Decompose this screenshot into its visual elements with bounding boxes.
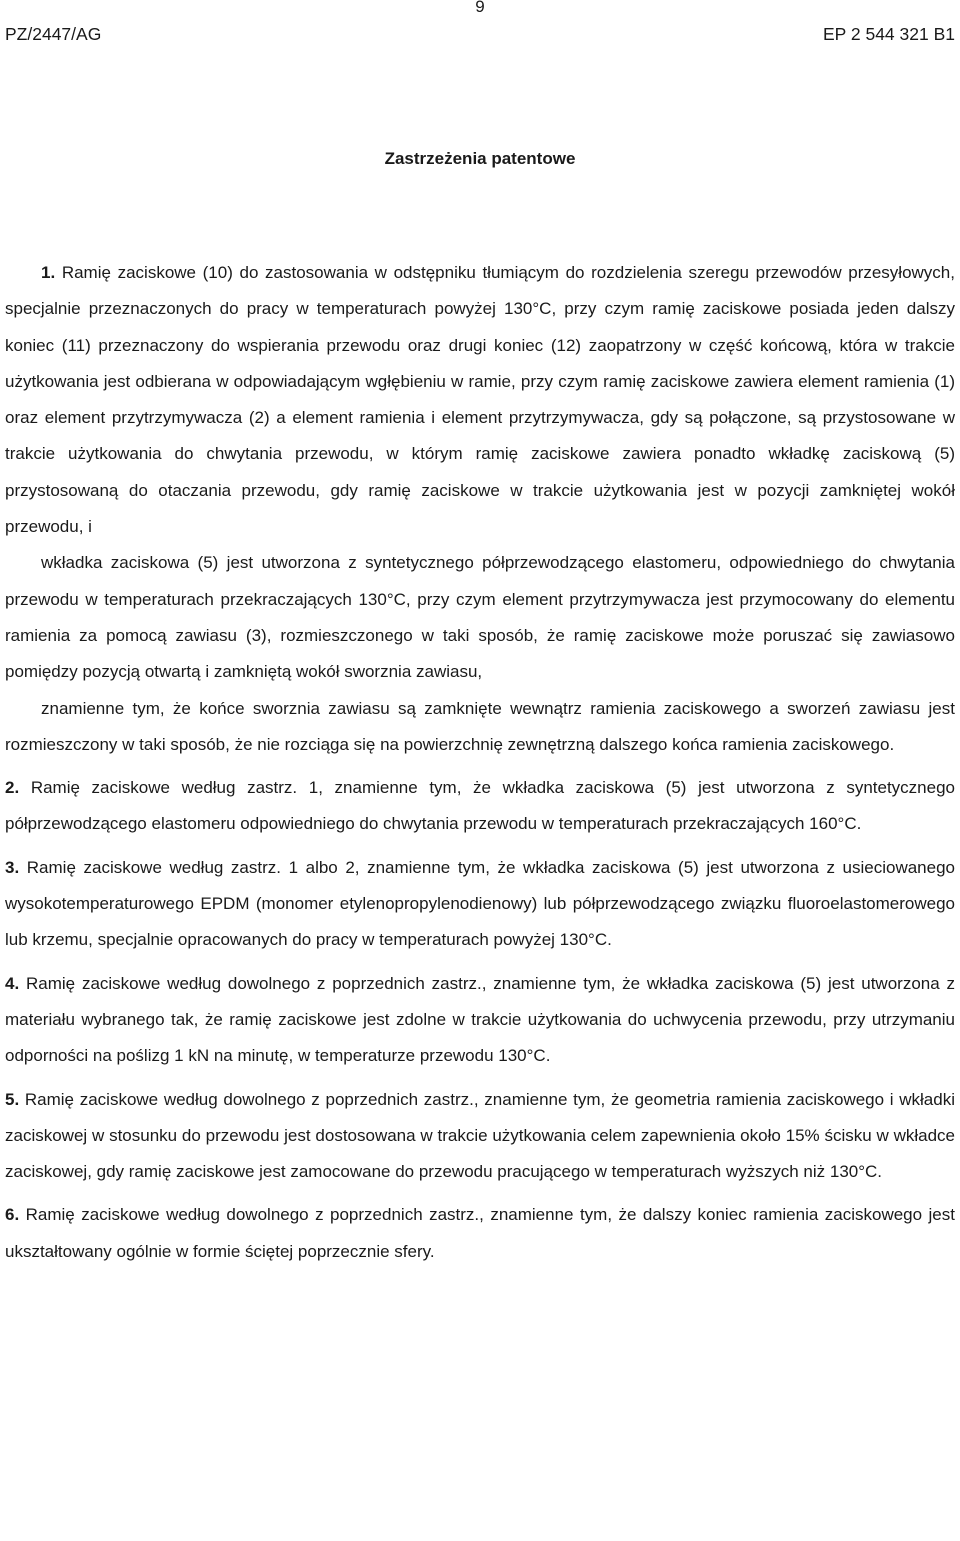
page-title: Zastrzeżenia patentowe (384, 149, 576, 168)
claim-number: 5. (5, 1089, 20, 1109)
claim-2 (5, 770, 955, 843)
claim-paragraph (5, 966, 955, 1075)
claims-list (5, 255, 955, 1277)
claim-number: 2. (5, 778, 20, 798)
claim-paragraph (5, 255, 955, 545)
claim-paragraph (5, 1082, 955, 1191)
claim-text: wkładka zaciskowa (5) jest utworzona z syntetycznego półprzewodzącego elastomeru, odpowiedniego do chwytania przewodu w temperaturach przekraczających 130°C, przy czym element przytrzymywacza jest przymocowany do elementu ramienia za pomocą zawiasu (3), rozmieszczonego w taki sposób, że ramię zaciskowe może poruszać się zawiasowo pomiędzy pozycją otwartą i zamkniętą wokół sworznia zawiasu, (5, 553, 955, 682)
claim-number: 1. (41, 263, 56, 282)
claim-paragraph (5, 850, 955, 959)
claim-number: 6. (5, 1205, 20, 1225)
claim-6 (5, 1197, 955, 1270)
claim-text: Ramię zaciskowe według dowolnego z poprzednich zastrz., znamienne tym, że geometria ramienia zaciskowego i wkładki zaciskowej w stosunku do przewodu jest dostosowana w trakcie użytkowania celem zapewnienia około 15% ścisku w wkładce zaciskowej, gdy ramię zaciskowe jest zamocowane do przewodu pracującego w temperaturach wyższych niż 130°C. (5, 1089, 955, 1182)
claim-number: 3. (5, 857, 20, 877)
claim-1 (5, 255, 955, 763)
claim-paragraph (5, 545, 955, 690)
claim-paragraph (5, 770, 955, 843)
claim-3 (5, 850, 955, 959)
claim-text: znamienne tym, że końce sworznia zawiasu są zamknięte wewnątrz ramienia zaciskowego a sworzeń zawiasu jest rozmieszczony w taki sposób, że nie rozciąga się na powierzchnię zewnętrzną dalszego końca ramienia zaciskowego. (5, 698, 955, 754)
claim-text: Ramię zaciskowe według zastrz. 1 albo 2, znamienne tym, że wkładka zaciskowa (5) jest utworzona z usieciowanego wysokotemperaturowego EPDM (monomer etylenopropylenodienowy) lub półprzewodzącego związku fluoroelastomerowego lub krzemu, specjalnie opracowanych do pracy w temperaturach powyżej 130°C. (5, 857, 956, 950)
claim-number: 4. (5, 973, 20, 993)
claim-paragraph (5, 691, 955, 764)
claim-text: Ramię zaciskowe według zastrz. 1, znamienne tym, że wkładka zaciskowa (5) jest utworzona z syntetycznego półprzewodzącego elastomeru odpowiedniego do chwytania przewodu w temperaturach przekraczających 160°C. (5, 778, 955, 834)
claim-text: Ramię zaciskowe według dowolnego z poprzednich zastrz., znamienne tym, że dalszy koniec ramienia zaciskowego jest ukształtowany ogólnie w formie ściętej poprzecznie sfery. (5, 1205, 955, 1261)
page-number: 9 (475, 0, 485, 16)
document-reference: PZ/2447/AG (5, 24, 102, 44)
claim-text: Ramię zaciskowe (10) do zastosowania w odstępniku tłumiącym do rozdzielenia szeregu przewodów przesyłowych, specjalnie przeznaczonych do pracy w temperaturach powyżej 130°C, przy czym ramię zaciskowe posiada jeden dalszy koniec (11) przeznaczony do wspierania przewodu oraz drugi koniec (12) zaopatrzony w część końcową, która w trakcie użytkowania jest odbierana w odpowiadającym wgłębieniu w ramie, przy czym ramię zaciskowe zawiera element ramienia (1) oraz element przytrzymywacza (2) a element ramienia i element przytrzymywacza, gdy są połączone, są przystosowane w trakcie użytkowania do chwytania przewodu, w którym ramię zaciskowe zawiera ponadto wkładkę zaciskową (5) przystosowaną do otaczania przewodu, gdy ramię zaciskowe w trakcie użytkowania jest w pozycji zamkniętej wokół przewodu, i (5, 263, 955, 537)
claim-text: Ramię zaciskowe według dowolnego z poprzednich zastrz., znamienne tym, że wkładka zaciskowa (5) jest utworzona z materiału wybranego tak, że ramię zaciskowe jest zdolne w trakcie użytkowania do uchwycenia przewodu, przy utrzymaniu odporności na poślizg 1 kN na minutę, w temperaturze przewodu 130°C. (5, 973, 955, 1066)
patent-number: EP 2 544 321 B1 (822, 24, 955, 44)
claim-4 (5, 966, 955, 1075)
claim-paragraph (5, 1197, 955, 1270)
claim-5 (5, 1082, 955, 1191)
